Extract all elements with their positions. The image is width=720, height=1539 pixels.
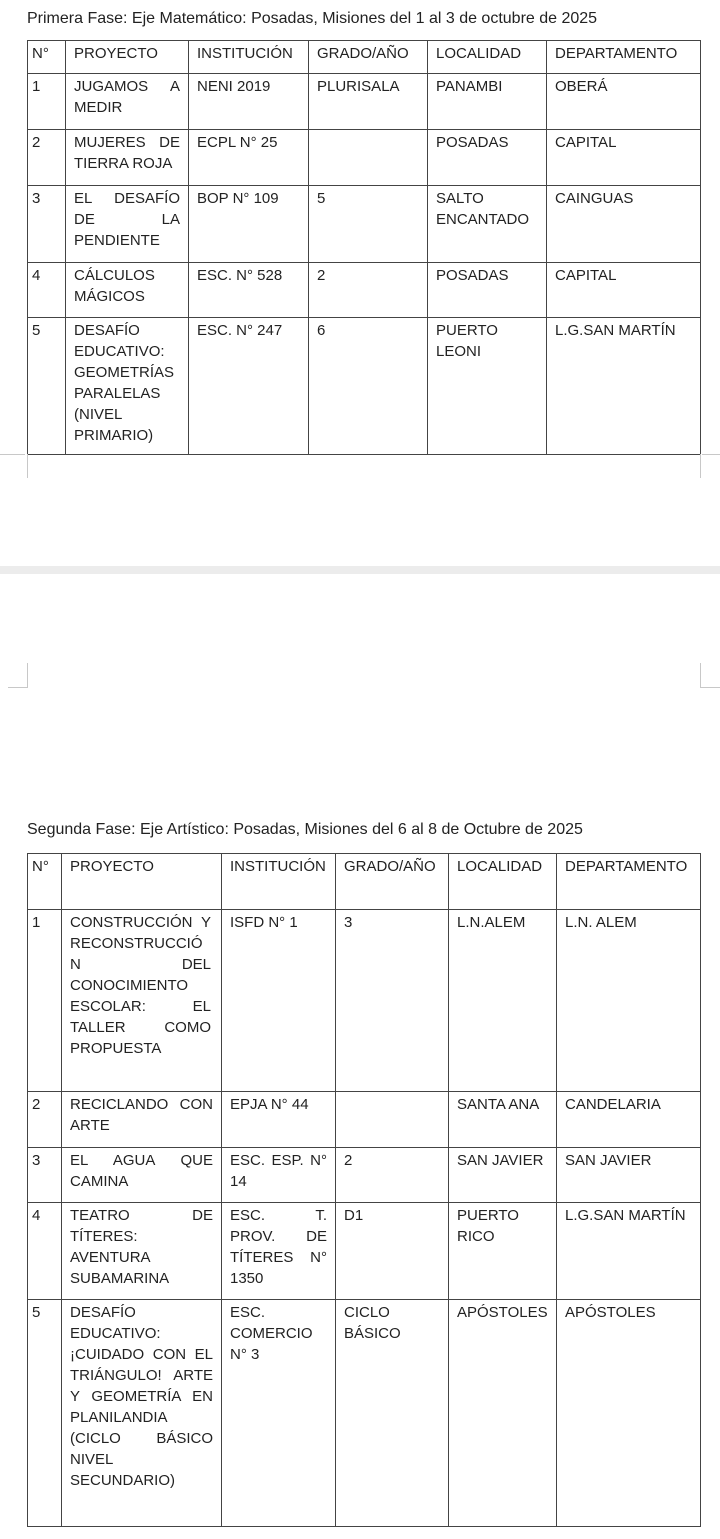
phase2-title: Segunda Fase: Eje Artístico: Posadas, Misiones del 6 al 8 de Octubre de 2025	[27, 821, 583, 838]
page-corner-mark	[700, 454, 701, 478]
table-cell: ECPL N° 25	[189, 130, 309, 186]
table-cell: D1	[336, 1203, 449, 1300]
table-cell: CAPITAL	[547, 130, 701, 186]
table-row	[28, 1092, 701, 1148]
table-cell: 2	[28, 130, 66, 186]
header-cell: DEPARTAMENTO	[547, 41, 701, 74]
table-cell: PANAMBI	[428, 74, 547, 130]
table-cell: L.G.SAN MARTÍN	[547, 318, 701, 455]
table-cell: CONSTRUCCIÓN Y RECONSTRUCCIÓN DEL CONOCIMIENTO ESCOLAR: EL TALLER COMO PROPUESTA	[62, 910, 222, 1092]
table-cell: ESC. ESP. N° 14	[222, 1148, 336, 1203]
table-row	[28, 1148, 701, 1203]
header-cell: INSTITUCIÓN	[189, 41, 309, 74]
header-cell: GRADO/AÑO	[309, 41, 428, 74]
table-cell: 5	[28, 1300, 62, 1527]
header-cell: GRADO/AÑO	[336, 854, 449, 910]
table-cell: 1	[28, 74, 66, 130]
table-cell: ESC. N° 528	[189, 263, 309, 318]
table-cell: EL AGUA QUE CAMINA	[62, 1148, 222, 1203]
table-row	[28, 263, 701, 318]
header-cell: LOCALIDAD	[449, 854, 557, 910]
table-cell: MUJERES DE TIERRA ROJA	[66, 130, 189, 186]
table-cell: ESC. T. PROV. DE TÍTERES N° 1350	[222, 1203, 336, 1300]
table-cell: SALTO ENCANTADO	[428, 186, 547, 263]
table-cell: 4	[28, 263, 66, 318]
table-cell: CICLO BÁSICO	[336, 1300, 449, 1527]
table-row	[28, 318, 701, 455]
table-cell: OBERÁ	[547, 74, 701, 130]
table-header-row	[28, 41, 701, 74]
phase2-table	[27, 853, 701, 1527]
table-row	[28, 910, 701, 1092]
table-cell: L.N. ALEM	[557, 910, 701, 1092]
table-cell	[336, 1092, 449, 1148]
table-row	[28, 130, 701, 186]
table-cell: 5	[28, 318, 66, 455]
table-cell: SAN JAVIER	[557, 1148, 701, 1203]
table-cell: ESC. COMERCIO N° 3	[222, 1300, 336, 1527]
table-cell: APÓSTOLES	[449, 1300, 557, 1527]
header-cell: LOCALIDAD	[428, 41, 547, 74]
table-cell: CAINGUAS	[547, 186, 701, 263]
table-cell: 3	[28, 1148, 62, 1203]
header-cell: N°	[28, 41, 66, 74]
table-cell: POSADAS	[428, 130, 547, 186]
table-cell: 3	[336, 910, 449, 1092]
table-row	[28, 74, 701, 130]
page-corner-mark	[700, 663, 720, 688]
table-cell: NENI 2019	[189, 74, 309, 130]
table-cell: DESAFÍO EDUCATIVO: GEOMETRÍAS PARALELAS (NIVEL PRIMARIO)	[66, 318, 189, 455]
table-cell: RECICLANDO CON ARTE	[62, 1092, 222, 1148]
table-cell: ESC. N° 247	[189, 318, 309, 455]
page-corner-mark	[27, 454, 28, 478]
table-cell: 1	[28, 910, 62, 1092]
header-cell: DEPARTAMENTO	[557, 854, 701, 910]
table-row	[28, 186, 701, 263]
page-corner-mark	[8, 663, 28, 688]
table-cell: 2	[336, 1148, 449, 1203]
table-cell: PLURISALA	[309, 74, 428, 130]
header-cell: INSTITUCIÓN	[222, 854, 336, 910]
table-cell: 5	[309, 186, 428, 263]
phase1-table	[27, 40, 701, 455]
table-cell: CANDELARIA	[557, 1092, 701, 1148]
page-edge-line	[0, 454, 25, 455]
table-row	[28, 1203, 701, 1300]
phase1-title: Primera Fase: Eje Matemático: Posadas, Misiones del 1 al 3 de octubre de 2025	[27, 10, 598, 27]
table-cell: DESAFÍO EDUCATIVO: ¡CUIDADO CON EL TRIÁNGULO! ARTE Y GEOMETRÍA EN PLANILANDIA (CICLO BÁSICO NIVEL SECUNDARIO)	[62, 1300, 222, 1527]
table-cell: 2	[309, 263, 428, 318]
table-cell: 3	[28, 186, 66, 263]
table-cell: 4	[28, 1203, 62, 1300]
table-row	[28, 1300, 701, 1527]
table-cell: SAN JAVIER	[449, 1148, 557, 1203]
table-cell: TEATRO DE TÍTERES: AVENTURA SUBAMARINA	[62, 1203, 222, 1300]
table-cell: BOP N° 109	[189, 186, 309, 263]
page-gap	[0, 566, 720, 574]
table-cell: APÓSTOLES	[557, 1300, 701, 1527]
table-cell: ISFD N° 1	[222, 910, 336, 1092]
header-cell: PROYECTO	[62, 854, 222, 910]
table-cell: EL DESAFÍO DE LA PENDIENTE	[66, 186, 189, 263]
table-cell: PUERTO RICO	[449, 1203, 557, 1300]
header-cell: PROYECTO	[66, 41, 189, 74]
table-cell: L.G.SAN MARTÍN	[557, 1203, 701, 1300]
table-cell: CAPITAL	[547, 263, 701, 318]
table-header-row	[28, 854, 701, 910]
table-cell: CÁLCULOS MÁGICOS	[66, 263, 189, 318]
table-cell: L.N.ALEM	[449, 910, 557, 1092]
page-edge-line	[702, 454, 720, 455]
table-cell: JUGAMOS A MEDIR	[66, 74, 189, 130]
table-cell: SANTA ANA	[449, 1092, 557, 1148]
table-cell: PUERTO LEONI	[428, 318, 547, 455]
table-cell	[309, 130, 428, 186]
header-cell: N°	[28, 854, 62, 910]
table-cell: 2	[28, 1092, 62, 1148]
table-cell: 6	[309, 318, 428, 455]
table-cell: EPJA N° 44	[222, 1092, 336, 1148]
table-cell: POSADAS	[428, 263, 547, 318]
